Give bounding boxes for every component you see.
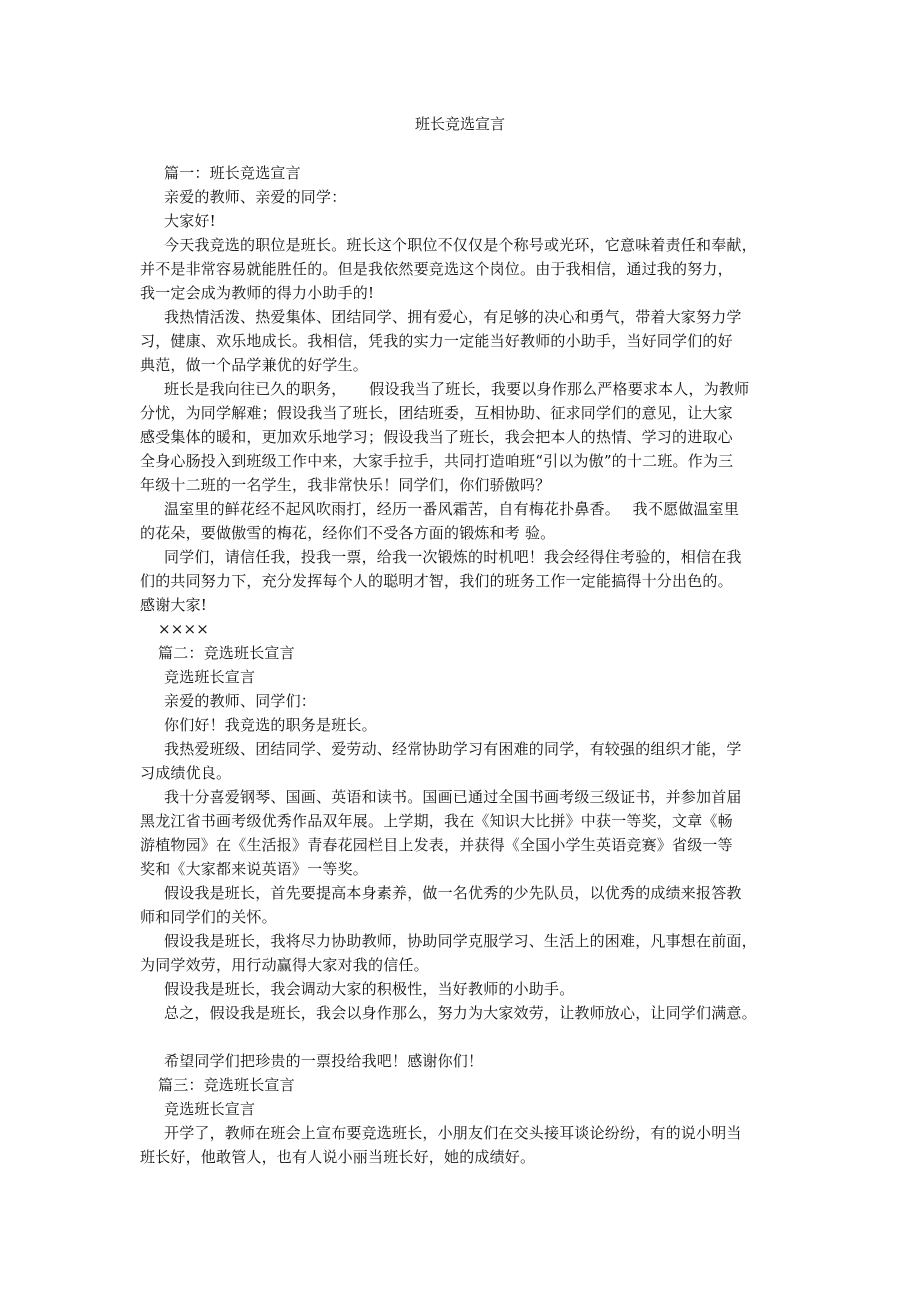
paragraph-line: 我热爱班级、团结同学、爱劳动、经常协助学习有困难的同学，有较强的组织才能，学	[164, 740, 742, 758]
paragraph-line: 亲爱的教师、亲爱的同学：	[164, 188, 347, 206]
paragraph-line: 总之，假设我是班长，我会以身作那么，努力为大家效劳，让教师放心，让同学们满意。	[164, 1004, 757, 1022]
paragraph-line: 竞选班长宣言	[164, 668, 256, 686]
paragraph-line: 奖和《大家都来说英语》一等奖。	[140, 860, 369, 878]
section-heading-2: 篇二：竞选班长宣言	[158, 644, 295, 662]
paragraph-line: 假设我是班长，我会调动大家的积极性，当好教师的小助手。	[164, 980, 575, 998]
paragraph-line: 假设我是班长，我将尽力协助教师，协助同学克服学习、生活上的困难，凡事想在前面，	[164, 932, 757, 950]
paragraph-line: 习成绩优良。	[140, 764, 232, 782]
paragraph-line: 亲爱的教师、同学们：	[164, 692, 317, 710]
paragraph-line: 班长好，他敢管人，也有人说小丽当班长好，她的成绩好。	[140, 1148, 536, 1166]
paragraph-line: 黑龙江省书画考级优秀作品双年展。上学期，我在《知识大比拼》中获一等奖，文章《畅	[140, 812, 733, 830]
paragraph-line: 的花朵，要做傲雪的梅花，经你们不受各方面的锻炼和考 验。	[140, 524, 556, 542]
paragraph-line: 全身心肠投入到班级工作中来，大家手拉手，共同打造咱班“引以为傲”的十二班。作为三	[140, 452, 734, 470]
paragraph-line: 游植物园》在《生活报》青春花园栏目上发表，并获得《全国小学生英语竞赛》省级一等	[140, 836, 733, 854]
paragraph-line: 师和同学们的关怀。	[140, 908, 277, 926]
paragraph-line: 我一定会成为教师的得力小助手的!	[140, 284, 375, 302]
paragraph-line: 年级十二班的一名学生，我非常快乐！同学们，你们骄傲吗？	[140, 476, 551, 494]
signature-placeholder: ××××	[158, 620, 210, 638]
paragraph-line: 分忧，为同学解难；假设我当了班长，团结班委，互相协助、征求同学们的意见，让大家	[140, 404, 733, 422]
paragraph-line: 们的共同努力下，充分发挥每个人的聪明才智，我们的班务工作一定能搞得十分出色的。	[140, 572, 733, 590]
paragraph-line: 我热情活泼、热爱集体、团结同学、拥有爱心，有足够的决心和勇气，带着大家努力学	[164, 308, 742, 326]
paragraph-line: 同学们，请信任我，投我一票，给我一次锻炼的时机吧！我会经得住考验的，相信在我	[164, 548, 742, 566]
paragraph-line: 为同学效劳，用行动赢得大家对我的信任。	[140, 956, 429, 974]
paragraph-line: 竞选班长宣言	[164, 1100, 256, 1118]
paragraph-line: 典范，做一个品学兼优的好学生。	[140, 356, 369, 374]
paragraph-line: 假设我是班长，首先要提高本身素养，做一名优秀的少先队员，以优秀的成绩来报答教	[164, 884, 742, 902]
section-heading-1: 篇一：班长竞选宣言	[164, 164, 301, 182]
paragraph-line: 习，健康、欢乐地成长。我相信，凭我的实力一定能当好教师的小助手，当好同学们的好	[140, 332, 733, 350]
paragraph-line: 我十分喜爱钢琴、国画、英语和读书。国画已通过全国书画考级三级证书，并参加首届	[164, 788, 742, 806]
paragraph-line: 你们好！我竞选的职务是班长。	[164, 716, 377, 734]
paragraph-line: 并不是非常容易就能胜任的。但是我依然要竞选这个岗位。由于我相信，通过我的努力，	[140, 260, 733, 278]
paragraph-line: 温室里的鲜花经不起风吹雨打，经历一番风霜苦，自有梅花扑鼻香。 我不愿做温室里	[164, 500, 740, 518]
page-title: 班长竞选宣言	[414, 115, 505, 133]
paragraph-line: 感受集体的暖和，更加欢乐地学习；假设我当了班长，我会把本人的热情、学习的进取心	[140, 428, 733, 446]
section-heading-3: 篇三：竞选班长宣言	[158, 1076, 295, 1094]
paragraph-line: 感谢大家!	[140, 596, 208, 614]
paragraph-line: 开学了，教师在班会上宣布要竞选班长，小朋友们在交头接耳谈论纷纷，有的说小明当	[164, 1124, 742, 1142]
paragraph-line: 希望同学们把珍贵的一票投给我吧！感谢你们！	[164, 1052, 484, 1070]
paragraph-line: 大家好!	[164, 212, 216, 230]
paragraph-line: 今天我竞选的职位是班长。班长这个职位不仅仅是个称号或光环，它意味着责任和奉献，	[164, 236, 757, 254]
paragraph-line: 班长是我向往已久的职务， 假设我当了班长，我要以身作那么严格要求本人，为教师	[164, 380, 750, 398]
